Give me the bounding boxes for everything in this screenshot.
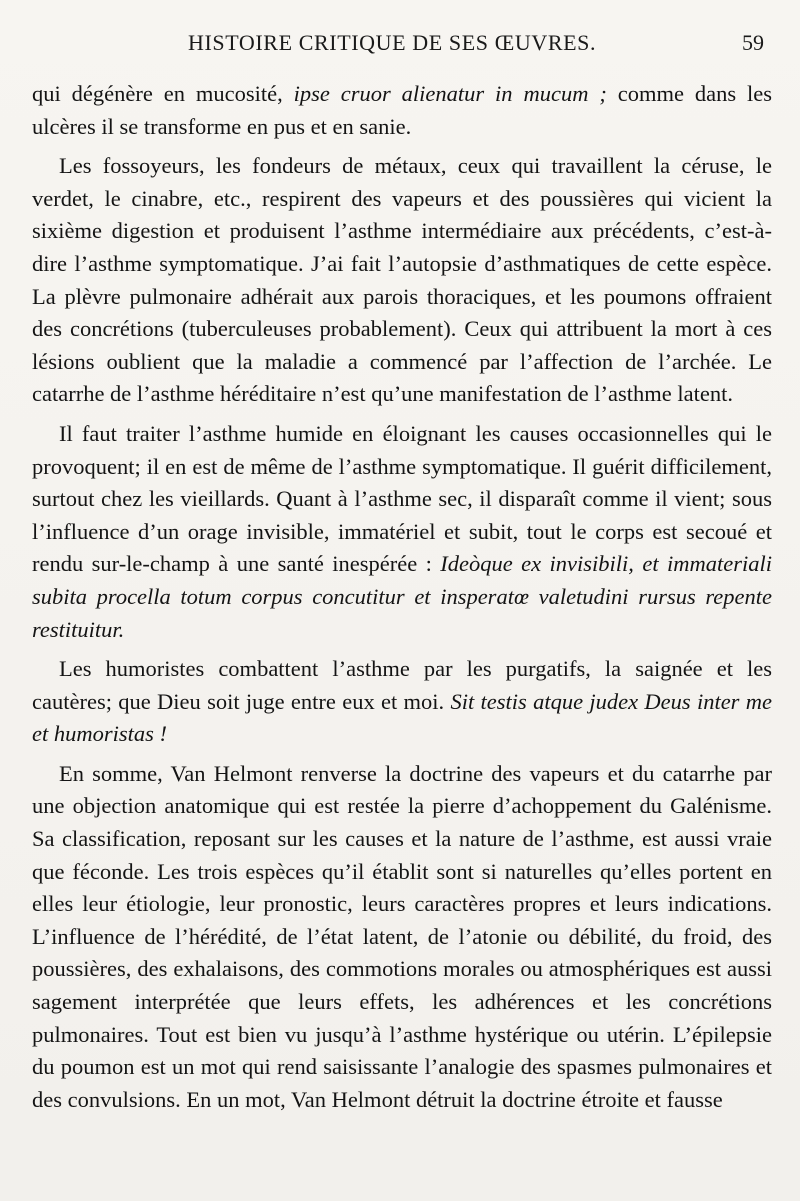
paragraph-4: [32, 653, 772, 751]
latin-quote: Ideòque ex invisibili, et immateriali subita procella totum corpus concutitur et insperatœ valetudini rursus repente restituitur.: [32, 551, 772, 642]
text-segment: qui dégénère en mucosité,: [32, 81, 294, 106]
text-segment: En somme, Van Helmont renverse la doctrine des vapeurs et du catarrhe par une objection anatomique qui est restée la pierre d’achoppement du Galénisme. Sa classification, reposant sur les causes et la nature de l’asthme, est aussi vraie que féconde. Les trois espèces qu’il établit sont si naturelles qu’elles portent en elles leur étiologie, leur pronostic, leurs caractères propres et leurs indications. L’influence de l’hérédité, de l’état latent, de l’atonie ou débilité, du froid, des poussières, des exhalaisons, des commotions morales ou atmosphériques est aussi sagement interprétée que leurs effets, les adhérences et les concrétions pulmonaires. Tout est bien vu jusqu’à l’asthme hystérique ou utérin. L’épilepsie du poumon est un mot qui rend saisissante l’analogie des spasmes pulmonaires et des convulsions. En un mot, Van Helmont détruit la doctrine étroite et fausse: [32, 760, 772, 1112]
text-segment: Les fossoyeurs, les fondeurs de métaux, ceux qui travaillent la céruse, le verdet, le cinabre, etc., respirent des vapeurs et des poussières qui vicient la sixième digestion et produisent l’asthme intermédiaire aux précédents, c’est-à-dire l’asthme symptomatique. J’ai fait l’autopsie d’asthmatiques de cette espèce. La plèvre pulmonaire adhérait aux parois thoraciques, et les poumons offraient des concrétions (tuberculeuses probablement). Ceux qui attribuent la mort à ces lésions oublient que la maladie a commencé par l’affection de l’archée. Le catarrhe de l’asthme héréditaire n’est qu’une manifestation de l’asthme latent.: [32, 153, 772, 407]
text-segment: Les humoristes combattent l’asthme par les purgatifs, la saignée et les cautères; que Dieu soit juge entre eux et moi.: [32, 656, 772, 714]
latin-quote: Sit testis atque judex Deus inter me et humoristas !: [32, 688, 772, 747]
page-number: 59: [742, 30, 764, 55]
page-header: [0, 26, 800, 60]
latin-quote: ipse cruor alienatur in mucum ;: [293, 81, 607, 106]
paragraph-3: [32, 418, 772, 646]
paragraph-1: [32, 78, 772, 143]
text-segment: comme dans les ulcères il se transforme en pus et en sanie.: [32, 81, 772, 139]
running-title: HISTOIRE CRITIQUE DE SES ŒUVRES.: [188, 30, 597, 55]
paragraph-2: [32, 150, 772, 411]
body-text: [32, 78, 772, 1123]
text-segment: Il faut traiter l’asthme humide en éloignant les causes occasionnelles qui le provoquent; il en est de même de l’asthme symptomatique. Il guérit difficilement, surtout chez les vieillards. Quant à l’asthme sec, il disparaît comme il vient; sous l’influence d’un orage invisible, immatériel et subit, tout le corps est secoué et rendu sur-le-champ à une santé inespérée :: [32, 420, 772, 577]
paragraph-5: [32, 758, 772, 1117]
